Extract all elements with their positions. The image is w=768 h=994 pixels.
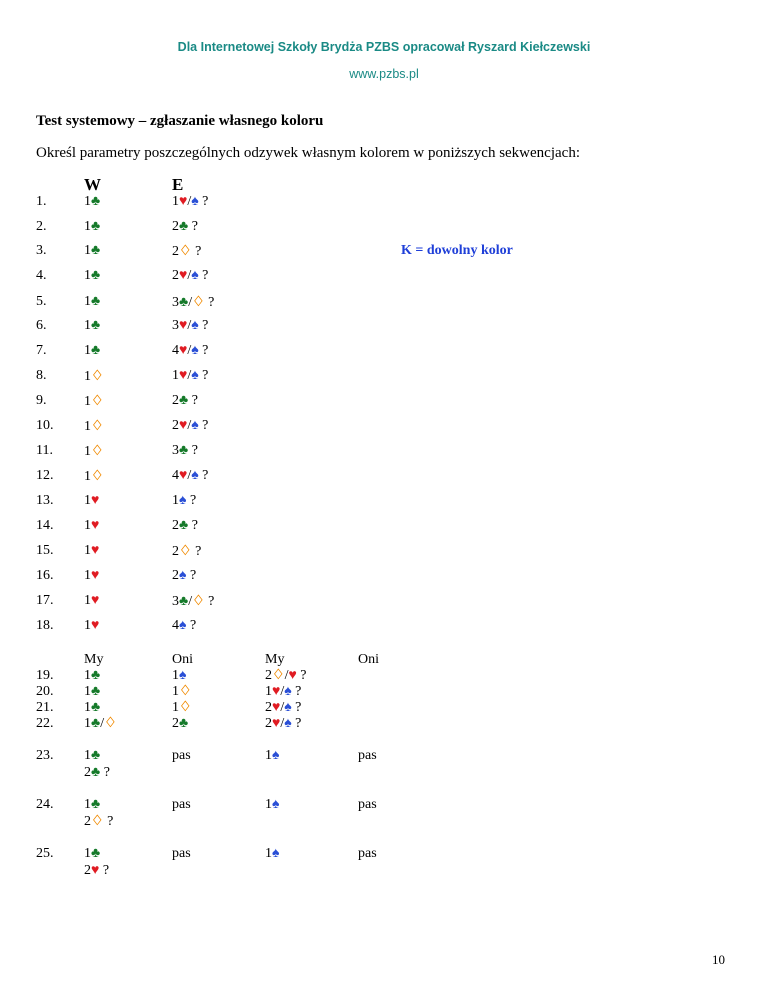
page-title: Test systemowy – zgłaszanie własnego koloru [36, 113, 324, 129]
diamonds-icon: ♢ [91, 469, 104, 484]
bid-e: 4♠ ? [172, 618, 197, 633]
section2-numbers [36, 652, 54, 732]
diamonds-icon: ♢ [179, 544, 192, 559]
bid-e: 2♣ ? [172, 393, 198, 408]
list-item-number: 10. [36, 418, 54, 433]
list-item-number: 12. [36, 468, 54, 483]
bid-cell: 2♥ ? [84, 863, 110, 878]
list-item-number: 4. [36, 268, 47, 283]
hearts-icon: ♥ [91, 493, 100, 508]
list-item-number: 6. [36, 318, 47, 333]
hearts-icon: ♥ [272, 700, 281, 715]
bid-w: 1♣ [84, 343, 101, 358]
clubs-icon: ♣ [91, 716, 101, 731]
bid-w: 1♢ [84, 369, 104, 384]
diamonds-icon: ♢ [192, 295, 205, 310]
bid-cell: pas [172, 797, 191, 812]
bid-w: 1♢ [84, 394, 104, 409]
clubs-icon: ♣ [179, 443, 189, 458]
diamonds-icon: ♢ [272, 668, 285, 683]
list-item-number: 1. [36, 194, 47, 209]
list-item-number: 20. [36, 684, 54, 699]
spades-icon: ♠ [179, 568, 187, 583]
bid-e: 2♣ ? [172, 219, 198, 234]
spades-icon: ♠ [284, 716, 292, 731]
bid-e: 1♥/♠ ? [172, 194, 209, 209]
spades-icon: ♠ [191, 343, 199, 358]
question-row [0, 618, 768, 638]
hearts-icon: ♥ [179, 368, 188, 383]
question-row [0, 294, 768, 314]
bid-w: 1♣ [84, 219, 101, 234]
bid-e: 2♢ ? [172, 244, 202, 259]
bid-cell: pas [358, 846, 377, 861]
bid-cell: 1♣ [84, 668, 101, 683]
diamonds-icon: ♢ [91, 444, 104, 459]
bid-cell: 1♣/♢ [84, 716, 117, 731]
list-item-number: 22. [36, 716, 54, 731]
diamonds-icon: ♢ [91, 814, 104, 829]
bid-e: 1♥/♠ ? [172, 368, 209, 383]
list-item-number: 19. [36, 668, 54, 683]
header-title: Dla Internetowej Szkoły Brydża PZBS opracował Ryszard Kiełczewski [177, 40, 591, 54]
bid-cell: 1♣ [84, 748, 101, 763]
list-item-number: 3. [36, 243, 47, 258]
bid-cell: 2♣ [172, 716, 189, 731]
bid-e: 3♣ ? [172, 443, 198, 458]
clubs-icon: ♣ [91, 765, 101, 780]
bid-w: 1♣ [84, 318, 101, 333]
list-item-number: 2. [36, 219, 47, 234]
bid-w: 1♣ [84, 243, 101, 258]
bid-e: 4♥/♠ ? [172, 343, 209, 358]
hearts-icon: ♥ [91, 593, 100, 608]
diamonds-icon: ♢ [91, 419, 104, 434]
clubs-icon: ♣ [179, 393, 189, 408]
spades-icon: ♠ [191, 318, 199, 333]
list-item-number: 16. [36, 568, 54, 583]
bid-w: 1♣ [84, 294, 101, 309]
section2-oni2-column [358, 652, 379, 668]
bid-e: 1♠ ? [172, 493, 197, 508]
list-item-number: 9. [36, 393, 47, 408]
bid-w: 1♥ [84, 593, 100, 608]
column-header-my: My [84, 652, 104, 667]
clubs-icon: ♣ [91, 268, 101, 283]
hearts-icon: ♥ [179, 343, 188, 358]
bid-e: 2♥/♠ ? [172, 268, 209, 283]
spades-icon: ♠ [284, 684, 292, 699]
bid-e: 3♣/♢ ? [172, 594, 215, 609]
section2-my-column [84, 652, 117, 732]
list-item-number: 14. [36, 518, 54, 533]
question-row [0, 593, 768, 613]
hearts-icon: ♥ [288, 668, 297, 683]
bid-cell: 2♥/♠ ? [265, 716, 302, 731]
bid-cell: pas [172, 846, 191, 861]
question-row [0, 418, 768, 438]
bid-w: 1♣ [84, 268, 101, 283]
spades-icon: ♠ [191, 194, 199, 209]
spades-icon: ♠ [179, 618, 187, 633]
question-row [0, 219, 768, 239]
list-item-number: 15. [36, 543, 54, 558]
bid-cell: 1♣ [84, 846, 101, 861]
question-row [0, 493, 768, 513]
bid-cell: 1♢ [172, 684, 192, 699]
bid-cell: 1♠ [265, 846, 280, 861]
question-row [0, 443, 768, 463]
bid-cell: 2♢ ? [84, 814, 114, 829]
column-header-oni: Oni [172, 652, 193, 667]
clubs-icon: ♣ [179, 518, 189, 533]
spades-icon: ♠ [191, 268, 199, 283]
question-row [0, 518, 768, 538]
question-row [0, 243, 768, 263]
clubs-icon: ♣ [91, 684, 101, 699]
bid-e: 2♣ ? [172, 518, 198, 533]
list-item-number: 13. [36, 493, 54, 508]
bid-cell: 2♥/♠ ? [265, 700, 302, 715]
list-item-number: 8. [36, 368, 47, 383]
bid-w: 1♥ [84, 568, 100, 583]
hearts-icon: ♥ [272, 716, 281, 731]
bid-cell: 2♣ ? [84, 765, 110, 780]
question-row [0, 368, 768, 388]
question-row [0, 393, 768, 413]
clubs-icon: ♣ [91, 668, 101, 683]
spades-icon: ♠ [272, 846, 280, 861]
list-item-number: 17. [36, 593, 54, 608]
hearts-icon: ♥ [91, 568, 100, 583]
diamonds-icon: ♢ [91, 394, 104, 409]
hearts-icon: ♥ [179, 418, 188, 433]
hearts-icon: ♥ [179, 268, 188, 283]
diamonds-icon: ♢ [179, 700, 192, 715]
diamonds-icon: ♢ [192, 594, 205, 609]
column-header-my: My [265, 652, 285, 667]
list-item-number: 21. [36, 700, 54, 715]
spades-icon: ♠ [191, 468, 199, 483]
list-item-number: 7. [36, 343, 47, 358]
header-url[interactable]: www.pzbs.pl [349, 67, 419, 81]
clubs-icon: ♣ [91, 846, 101, 861]
bid-w: 1♥ [84, 493, 100, 508]
spades-icon: ♠ [272, 748, 280, 763]
question-row [0, 194, 768, 214]
hearts-icon: ♥ [179, 194, 188, 209]
list-item-number: 24. [36, 797, 54, 812]
page-number: 10 [712, 952, 725, 967]
bid-cell: 1♣ [84, 700, 101, 715]
hearts-icon: ♥ [179, 318, 188, 333]
legend-note: K = dowolny kolor [401, 243, 513, 258]
clubs-icon: ♣ [91, 797, 101, 812]
column-header-e: E [172, 175, 184, 194]
hearts-icon: ♥ [91, 518, 100, 533]
spades-icon: ♠ [179, 668, 187, 683]
clubs-icon: ♣ [91, 700, 101, 715]
question-row [0, 543, 768, 563]
hearts-icon: ♥ [91, 543, 100, 558]
clubs-icon: ♣ [91, 219, 101, 234]
hearts-icon: ♥ [91, 618, 100, 633]
bid-w: 1♣ [84, 194, 101, 209]
clubs-icon: ♣ [179, 219, 189, 234]
column-header-w: W [84, 175, 101, 194]
bid-cell: 1♣ [84, 684, 101, 699]
bid-e: 2♠ ? [172, 568, 197, 583]
list-item-number: 23. [36, 748, 54, 763]
spades-icon: ♠ [191, 418, 199, 433]
bid-cell: 1♠ [172, 668, 187, 683]
bid-cell: 1♠ [265, 748, 280, 763]
clubs-icon: ♣ [91, 294, 101, 309]
bid-w: 1♢ [84, 444, 104, 459]
clubs-icon: ♣ [179, 716, 189, 731]
spades-icon: ♠ [179, 493, 187, 508]
bid-e: 4♥/♠ ? [172, 468, 209, 483]
clubs-icon: ♣ [91, 243, 101, 258]
bid-cell: pas [172, 748, 191, 763]
column-header-oni: Oni [358, 652, 379, 667]
hearts-icon: ♥ [91, 863, 100, 878]
bid-cell: pas [358, 797, 377, 812]
question-row [0, 468, 768, 488]
question-row [0, 318, 768, 338]
clubs-icon: ♣ [91, 748, 101, 763]
bid-cell: 1♢ [172, 700, 192, 715]
diamonds-icon: ♢ [91, 369, 104, 384]
list-item-number: 25. [36, 846, 54, 861]
diamonds-icon: ♢ [179, 244, 192, 259]
spades-icon: ♠ [191, 368, 199, 383]
clubs-icon: ♣ [179, 295, 189, 310]
list-item-number: 18. [36, 618, 54, 633]
instructions: Określ parametry poszczególnych odzywek własnym kolorem w poniższych sekwencjach: [36, 145, 580, 161]
diamonds-icon: ♢ [179, 684, 192, 699]
diamonds-icon: ♢ [104, 716, 117, 731]
question-row [0, 343, 768, 363]
bid-cell: pas [358, 748, 377, 763]
clubs-icon: ♣ [179, 594, 189, 609]
section2-my2-column [265, 652, 306, 732]
bid-cell: 1♠ [265, 797, 280, 812]
question-row [0, 568, 768, 588]
clubs-icon: ♣ [91, 194, 101, 209]
spades-icon: ♠ [284, 700, 292, 715]
question-row [0, 268, 768, 288]
section2-oni-column [172, 652, 193, 732]
bid-cell: 1♣ [84, 797, 101, 812]
clubs-icon: ♣ [91, 318, 101, 333]
bid-e: 3♥/♠ ? [172, 318, 209, 333]
bid-e: 3♣/♢ ? [172, 295, 215, 310]
clubs-icon: ♣ [91, 343, 101, 358]
bid-w: 1♢ [84, 419, 104, 434]
bid-e: 2♢ ? [172, 544, 202, 559]
list-item-number: 5. [36, 294, 47, 309]
bid-w: 1♥ [84, 543, 100, 558]
hearts-icon: ♥ [179, 468, 188, 483]
bid-w: 1♥ [84, 618, 100, 633]
bid-w: 1♥ [84, 518, 100, 533]
bid-e: 2♥/♠ ? [172, 418, 209, 433]
bid-cell: 2♢/♥ ? [265, 668, 307, 683]
spades-icon: ♠ [272, 797, 280, 812]
list-item-number: 11. [36, 443, 53, 458]
hearts-icon: ♥ [272, 684, 281, 699]
bid-cell: 1♥/♠ ? [265, 684, 302, 699]
bid-w: 1♢ [84, 469, 104, 484]
